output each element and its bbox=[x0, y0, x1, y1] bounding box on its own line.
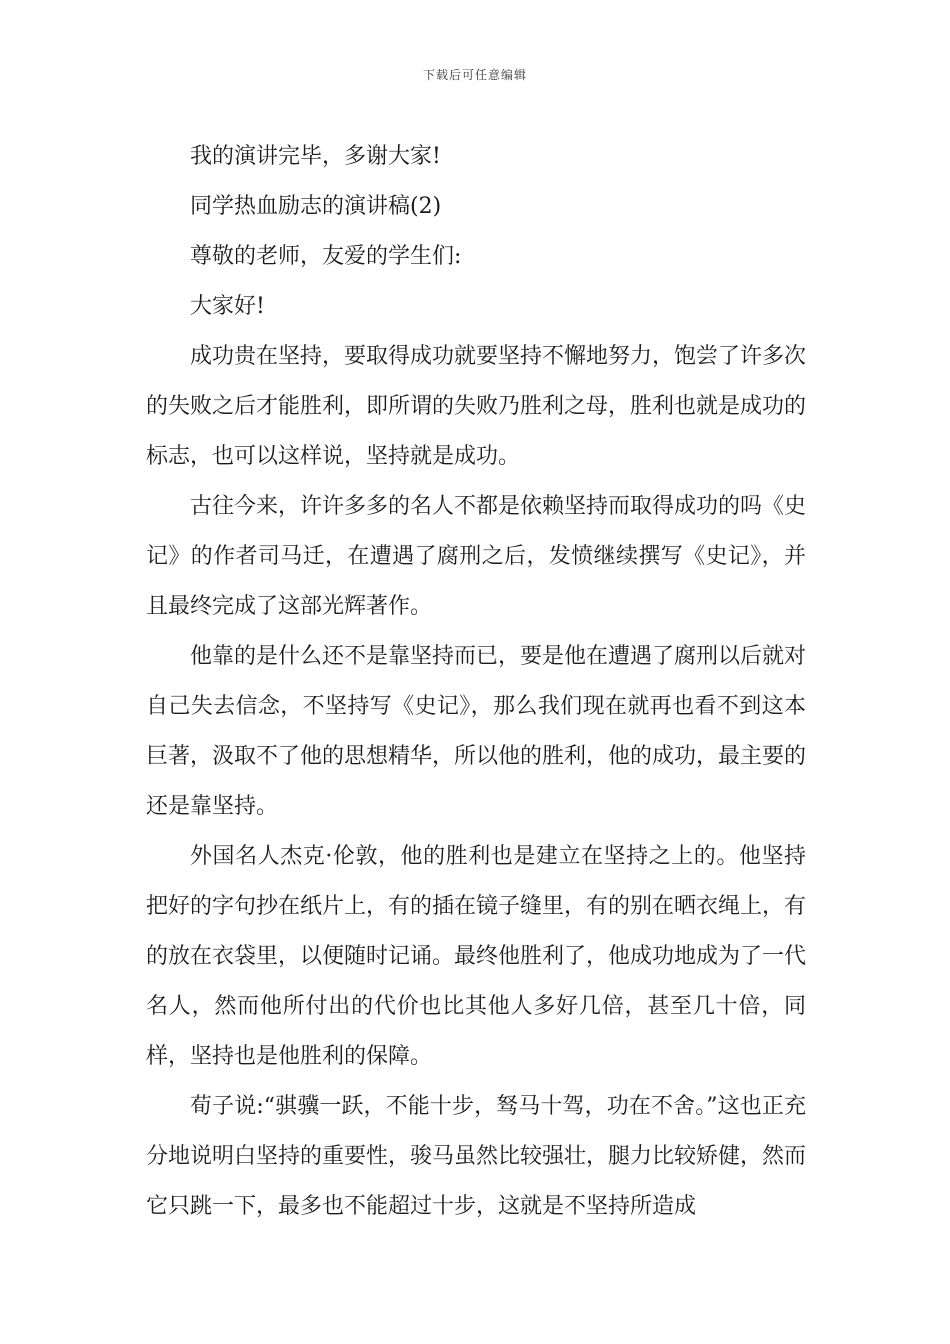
paragraph-body-3: 他靠的是什么还不是靠坚持而已，要是他在遭遇了腐刑以后就对自己失去信念，不坚持写《史记》，那么我们现在就再也看不到这本巨著，汲取不了他的思想精华，所以他的胜利，他的成功，最主要的还是靠坚持。 bbox=[146, 644, 807, 819]
paragraph-greeting: 大家好! bbox=[190, 294, 265, 319]
document-body bbox=[146, 132, 806, 1232]
paragraph-body-5: 荀子说:“骐骥一跃，不能十步，驽马十驾，功在不舍。”这也正充分地说明白坚持的重要性，骏马虽然比较强壮，腿力比较矫健，然而它只跳一下，最多也不能超过十步，这就是不坚持所造成 bbox=[146, 1094, 807, 1219]
paragraph-body-1: 成功贵在坚持，要取得成功就要坚持不懈地努力，饱尝了许多次的失败之后才能胜利，即所谓的失败乃胜利之母，胜利也就是成功的标志，也可以这样说，坚持就是成功。 bbox=[146, 344, 807, 469]
paragraph-title: 同学热血励志的演讲稿(2) bbox=[190, 194, 442, 219]
paragraph-body-2: 古往今来，许许多多的名人不都是依赖坚持而取得成功的吗《史记》的作者司马迁，在遭遇了腐刑之后，发愤继续撰写《史记》，并且最终完成了这部光辉著作。 bbox=[146, 494, 807, 619]
paragraph-salutation: 尊敬的老师，友爱的学生们: bbox=[190, 244, 462, 269]
page-header-note: 下载后可任意编辑 bbox=[422, 68, 527, 82]
paragraph-closing: 我的演讲完毕，多谢大家! bbox=[190, 144, 441, 169]
paragraph-body-4: 外国名人杰克·伦敦，他的胜利也是建立在坚持之上的。他坚持把好的字句抄在纸片上，有的插在镜子缝里，有的别在晒衣绳上，有的放在衣袋里，以便随时记诵。最终他胜利了，他成功地成为了一代名人，然而他所付出的代价也比其他人多好几倍，甚至几十倍，同样，坚持也是他胜利的保障。 bbox=[146, 844, 807, 1069]
